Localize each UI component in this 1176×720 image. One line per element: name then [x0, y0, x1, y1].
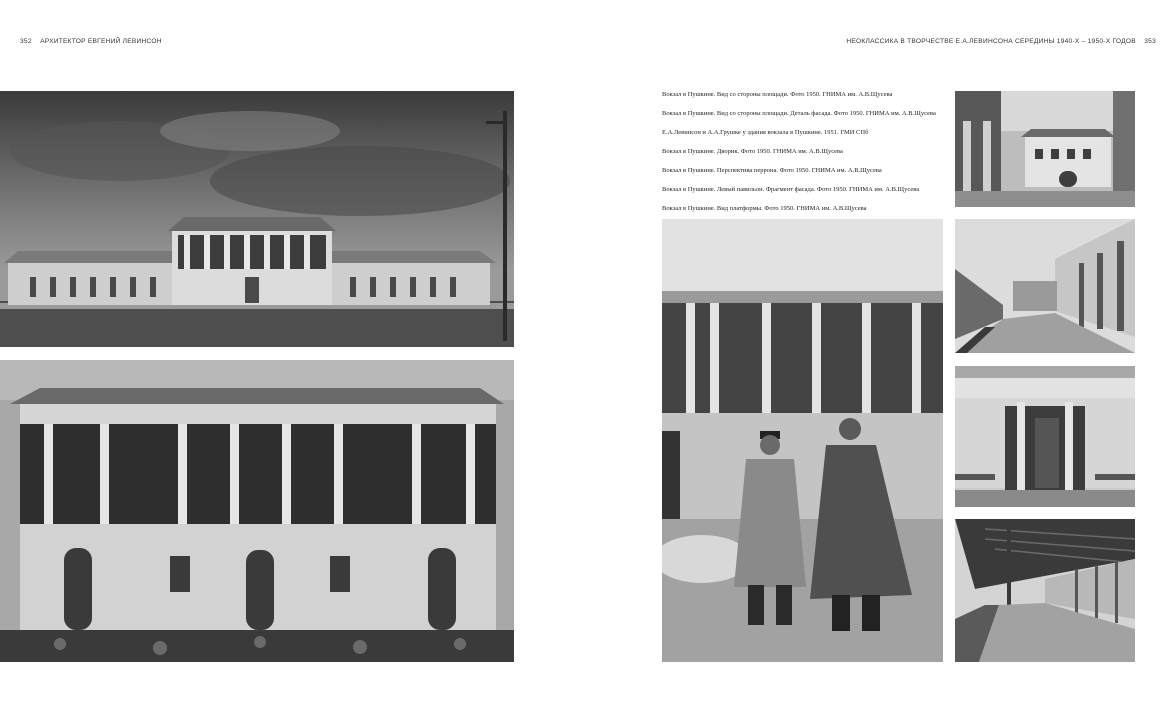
- caption-2: Вокзал в Пушкине. Вид со стороны площади. Деталь фасада. Фото 1950. ГНИМА им. А.В.Щусева: [662, 110, 936, 117]
- photo-architects-portrait: [662, 219, 943, 662]
- caption-1: Вокзал в Пушкине. Вид со стороны площади. Фото 1950. ГНИМА им. А.В.Щусева: [662, 91, 893, 98]
- photo-platform-perspective: [955, 219, 1135, 353]
- caption-4: Вокзал в Пушкине. Дворик. Фото 1950. ГНИМА им. А.В.Щусева: [662, 148, 843, 155]
- caption-3: Е.А.Левинсон и А.А.Грушке у здания вокзала в Пушкине. 1951. ГМИ СПб: [662, 129, 869, 136]
- left-page-header: [20, 38, 162, 45]
- caption-6: Вокзал в Пушкине. Левый павильон. Фрагмент фасада. Фото 1950. ГНИМА им. А.В.Щусева: [662, 186, 920, 193]
- right-page-header: [846, 38, 1156, 45]
- photo-platform-view: [955, 519, 1135, 662]
- right-page-number: 353: [1144, 38, 1156, 45]
- caption-5: Вокзал в Пушкине. Перспектива перрона. Фото 1950. ГНИМА им. А.В.Щусева: [662, 167, 882, 174]
- photo-courtyard: [955, 91, 1135, 207]
- photo-station-square-view: [0, 91, 514, 347]
- right-running-head: НЕОКЛАССИКА В ТВОРЧЕСТВЕ Е.А.ЛЕВИНСОНА СЕРЕДИНЫ 1940-Х – 1950-Х ГОДОВ: [846, 38, 1136, 45]
- photo-left-pavilion-fragment: [955, 366, 1135, 507]
- photo-facade-detail: [0, 360, 514, 662]
- left-running-head: АРХИТЕКТОР ЕВГЕНИЙ ЛЕВИНСОН: [40, 38, 162, 45]
- left-page-number: 352: [20, 38, 32, 45]
- caption-7: Вокзал в Пушкине. Вид платформы. Фото 1950. ГНИМА им. А.В.Щусева: [662, 205, 867, 212]
- captions-block: [662, 91, 954, 224]
